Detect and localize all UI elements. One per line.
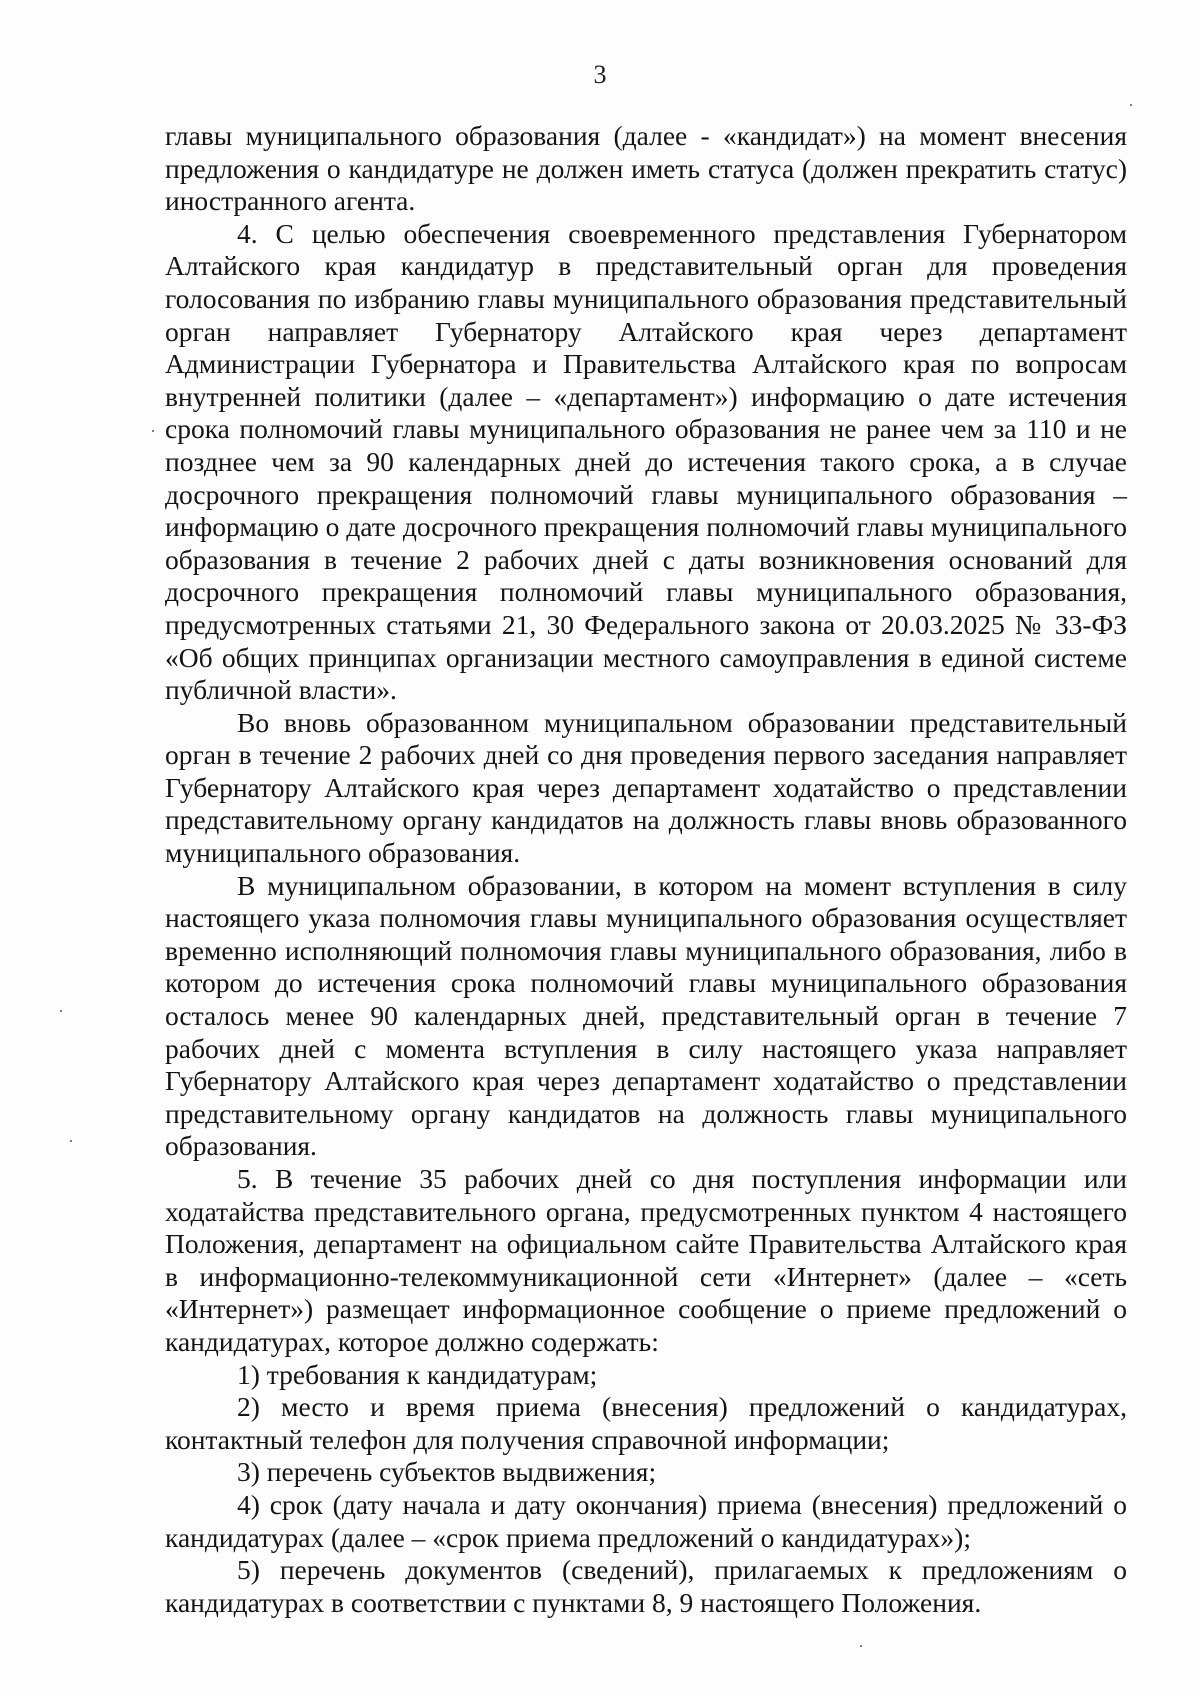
paragraph-item-4: 4. С целью обеспечения своевременного представления Губернатором Алтайского края кандидатур в представительный орган для проведения голосования по избранию главы муниципального образования представительный орган направляет Губернатору Алтайского края через департамент Администрации Губернатора и Правительства Алтайского края по вопросам внутренней политики (далее – «департамент») информацию о дате истечения срока полномочий главы муниципального образования не ранее чем за 110 и не позднее чем за 90 календарных дней до истечения такого срока, а в случае досрочного прекращения полномочий главы муниципального образования – информацию о дате досрочного прекращения полномочий главы муниципального образования в течение 2 рабочих дней с даты возникновения оснований для досрочного прекращения полномочий главы муниципального образования, предусмотренных статьями 21, 30 Федерального закона от 20.03.2025 № 33-ФЗ «Об общих принципах организации местного самоуправления в единой системе публичной власти». <box>165 217 1127 706</box>
list-item-1: 1) требования к кандидатурам; <box>237 1358 598 1390</box>
scan-speck <box>70 1140 72 1142</box>
page-number: 3 <box>593 60 607 89</box>
scan-speck <box>860 1645 862 1647</box>
paragraph-item-5: 5. В течение 35 рабочих дней со дня поступления информации или ходатайства представительного органа, предусмотренных пунктом 4 настоящего Положения, департамент на официальном сайте Правительства Алтайского края в информационно-телекоммуникационной сети «Интернет» (далее – «сеть «Интернет») размещает информационное сообщение о приеме предложений о кандидатурах, которое должно содержать: <box>165 1163 1127 1357</box>
list-item-2: 2) место и время приема (внесения) предложений о кандидатурах, контактный телефон для получения справочной информации; <box>165 1391 1127 1455</box>
paragraph-new-municipality: Во вновь образованном муниципальном образовании представительный орган в течение 2 рабочих дней со дня проведения первого заседания направляет Губернатору Алтайского края через департамент ходатайство о представлении представительному органу кандидатов на должность главы вновь образованного муниципального образования. <box>165 706 1127 869</box>
list-item-4: 4) срок (дату начала и дату окончания) приема (внесения) предложений о кандидатурах (далее – «срок приема предложений о кандидатурах»); <box>165 1488 1127 1553</box>
scan-speck <box>152 430 154 432</box>
paragraph-continuation: главы муниципального образования (далее - «кандидат») на момент внесения предложения о кандидатуре не должен иметь статуса (должен прекратить статус) иностранного агента. <box>165 120 1127 217</box>
scan-speck <box>1130 104 1132 106</box>
list-item-3: 3) перечень субъектов выдвижения; <box>237 1456 657 1488</box>
document-body <box>165 120 1127 1619</box>
paragraph-acting-head: В муниципальном образовании, в котором на момент вступления в силу настоящего указа полномочия главы муниципального образования осуществляет временно исполняющий полномочия главы муниципального образования, либо в котором до истечения срока полномочий главы муниципального образования осталось менее 90 календарных дней, представительный орган в течение 7 рабочих дней с момента вступления в силу настоящего указа направляет Губернатору Алтайского края через департамент ходатайство о представлении представительному органу кандидатов на должность главы муниципального образования. <box>165 869 1127 1162</box>
scan-speck <box>60 1010 62 1012</box>
list-item-5: 5) перечень документов (сведений), прилагаемых к предложениям о кандидатурах в соответствии с пунктами 8, 9 настоящего Положения. <box>165 1554 1127 1618</box>
